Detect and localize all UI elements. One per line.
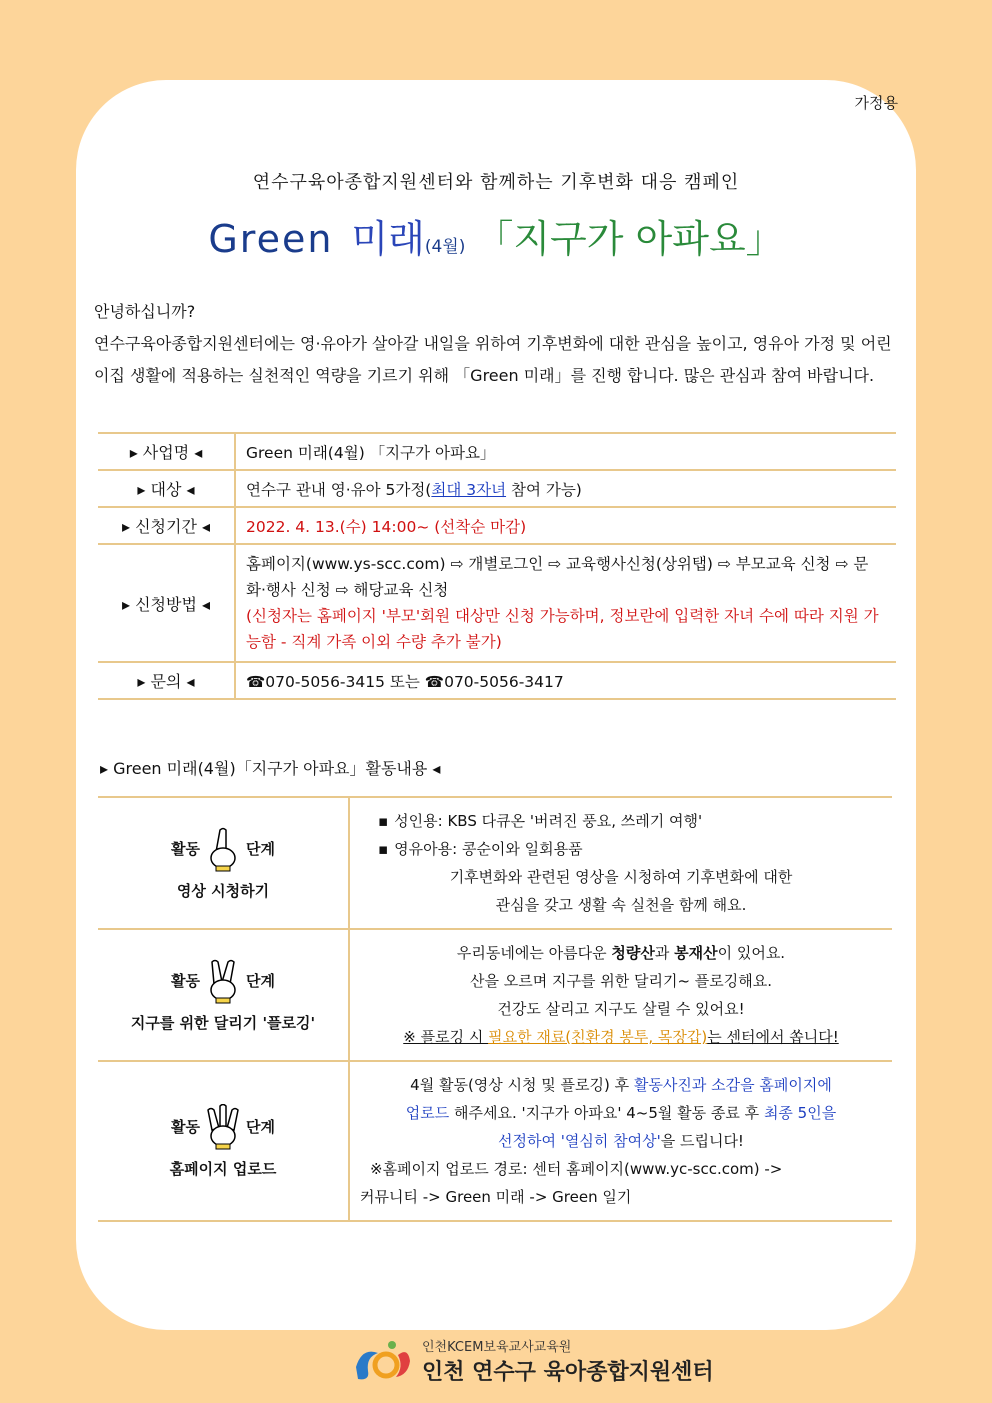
title-green: Green xyxy=(208,217,334,261)
desc-highlight: 활동사진과 소감을 홈페이지에 xyxy=(633,1076,832,1094)
desc-text: 는 센터에서 쏩니다! xyxy=(707,1028,839,1046)
mountain-name: 봉재산 xyxy=(674,944,718,962)
desc-text: 과 xyxy=(654,944,675,962)
activity-table xyxy=(98,796,892,1222)
intro-text xyxy=(94,296,902,392)
info-table xyxy=(98,432,896,700)
activity-description xyxy=(349,797,892,929)
footer-subtitle: 인천KCEM보육교사교육원 xyxy=(422,1340,572,1355)
step-name: 영상 시청하기 xyxy=(176,881,270,900)
page-title xyxy=(0,208,992,263)
step-name: 지구를 위한 달리기 '플로깅' xyxy=(130,1013,316,1032)
info-label: ▸ 사업명 ◂ xyxy=(98,433,235,470)
desc-highlight: 업로드 xyxy=(405,1104,450,1122)
desc-line xyxy=(360,1023,882,1051)
info-value: Green 미래(4월) 「지구가 아파요」 xyxy=(235,433,896,470)
desc-highlight: 선정하여 '열심히 참여상' xyxy=(498,1132,661,1150)
activity-description xyxy=(349,929,892,1061)
two-finger-hand-icon xyxy=(202,958,244,1004)
activity-row-2 xyxy=(98,929,892,1061)
info-label: ▸ 문의 ◂ xyxy=(98,662,235,699)
activity-row-1 xyxy=(98,797,892,929)
info-row-contact xyxy=(98,662,896,699)
bullet-item: ▪ 성인용: KBS 다큐온 '버려진 풍요, 쓰레기 여행' xyxy=(378,807,882,835)
mountain-name: 청량산 xyxy=(611,944,655,962)
three-finger-hand-icon xyxy=(202,1104,244,1150)
activity-description xyxy=(349,1061,892,1221)
desc-text: 이 있어요. xyxy=(717,944,786,962)
title-slogan: 「지구가 아파요」 xyxy=(475,217,784,261)
info-label: ▸ 대상 ◂ xyxy=(98,470,235,507)
activity-step xyxy=(98,929,349,1061)
info-value xyxy=(235,470,896,507)
method-steps: 홈페이지(www.ys-scc.com) ⇨ 개별로그인 ⇨ 교육행사신청(상위탭) ⇨ 부모교육 신청 ⇨ 문화·행사 신청 ⇨ 해당교육 신청 xyxy=(246,555,869,599)
section-heading: ▸ Green 미래(4월)「지구가 아파요」활동내용 ◂ xyxy=(100,759,441,778)
info-row-program xyxy=(98,433,896,470)
step-prefix: 활동 xyxy=(171,840,200,858)
desc-text: 4월 활동(영상 시청 및 플로깅) 후 xyxy=(410,1076,634,1094)
corner-label: 가정용 xyxy=(854,94,898,112)
title-month: (4월) xyxy=(424,237,466,257)
step-prefix: 활동 xyxy=(171,1118,200,1136)
footer-title: 인천 연수구 육아종합지원센터 xyxy=(422,1360,714,1385)
desc-text: 우리동네에는 아름다운 xyxy=(456,944,612,962)
target-text-end: 참여 가능) xyxy=(506,480,582,499)
desc-highlight: 최종 5인을 xyxy=(763,1104,837,1122)
materials-highlight: 필요한 재료(친환경 봉투, 목장갑) xyxy=(488,1028,708,1046)
info-label: ▸ 신청기간 ◂ xyxy=(98,507,235,544)
info-row-period xyxy=(98,507,896,544)
info-row-target xyxy=(98,470,896,507)
target-text: 연수구 관내 영·유아 5가정( xyxy=(246,480,432,499)
desc-line xyxy=(360,1071,882,1099)
step-suffix: 단계 xyxy=(246,1118,275,1136)
activity-step xyxy=(98,1061,349,1221)
desc-line xyxy=(360,1099,882,1127)
bullet-item: ▪ 영유아용: 콩순이와 일회용품 xyxy=(378,835,882,863)
desc-line: ※홈페이지 업로드 경로: 센터 홈페이지(www.yc-scc.com) -> xyxy=(370,1160,783,1178)
step-suffix: 단계 xyxy=(246,972,275,990)
info-value xyxy=(235,544,896,662)
desc-line: 커뮤니티 -> Green 미래 -> Green 일기 xyxy=(360,1188,632,1206)
one-finger-hand-icon xyxy=(202,826,244,872)
desc-line: 관심을 갖고 생활 속 실천을 함께 해요. xyxy=(495,896,747,914)
method-note: (신청자는 홈페이지 '부모'회원 대상만 신청 가능하며, 정보란에 입력한 자녀 수에 따라 지원 가능함 - 직계 가족 이외 수량 추가 불가) xyxy=(246,607,879,651)
info-value: ☎070-5056-3415 또는 ☎070-5056-3417 xyxy=(235,662,896,699)
footer-logo xyxy=(352,1336,714,1386)
campaign-subtitle: 연수구육아종합지원센터와 함께하는 기후변화 대응 캠페인 xyxy=(252,172,740,193)
target-highlight: 최대 3자녀 xyxy=(431,480,507,499)
intro-greeting: 안녕하십니까? xyxy=(94,302,196,321)
info-label: ▸ 신청방법 ◂ xyxy=(98,544,235,662)
step-name: 홈페이지 업로드 xyxy=(169,1159,277,1178)
desc-line xyxy=(360,1127,882,1155)
step-suffix: 단계 xyxy=(246,840,275,858)
title-mirae: 미래 xyxy=(351,217,425,261)
desc-text: 해주세요. '지구가 아파요' 4~5월 활동 종료 후 xyxy=(449,1104,764,1122)
info-value: 2022. 4. 13.(수) 14:00~ (선착순 마감) xyxy=(235,507,896,544)
desc-line: 기후변화와 관련된 영상을 시청하여 기후변화에 대한 xyxy=(449,868,793,886)
activity-row-3 xyxy=(98,1061,892,1221)
desc-line: 산을 오르며 지구를 위한 달리기~ 플로깅해요. xyxy=(470,972,772,990)
intro-body: 연수구육아종합지원센터에는 영·유아가 살아갈 내일을 위하여 기후변화에 대한 관심을 높이고, 영유아 가정 및 어린이집 생활에 적용하는 실천적인 역량을 기르기 위해 「Green 미래」를 진행 합니다. 많은 관심과 참여 바랍니다. xyxy=(94,334,892,385)
activity-step xyxy=(98,797,349,929)
info-row-method xyxy=(98,544,896,662)
desc-text: 을 드립니다! xyxy=(660,1132,744,1150)
desc-text: ※ 플로깅 시 xyxy=(403,1028,489,1046)
step-prefix: 활동 xyxy=(171,972,200,990)
desc-line: 건강도 살리고 지구도 살릴 수 있어요! xyxy=(497,1000,745,1018)
center-logo-icon xyxy=(352,1337,414,1385)
desc-line xyxy=(360,939,882,967)
